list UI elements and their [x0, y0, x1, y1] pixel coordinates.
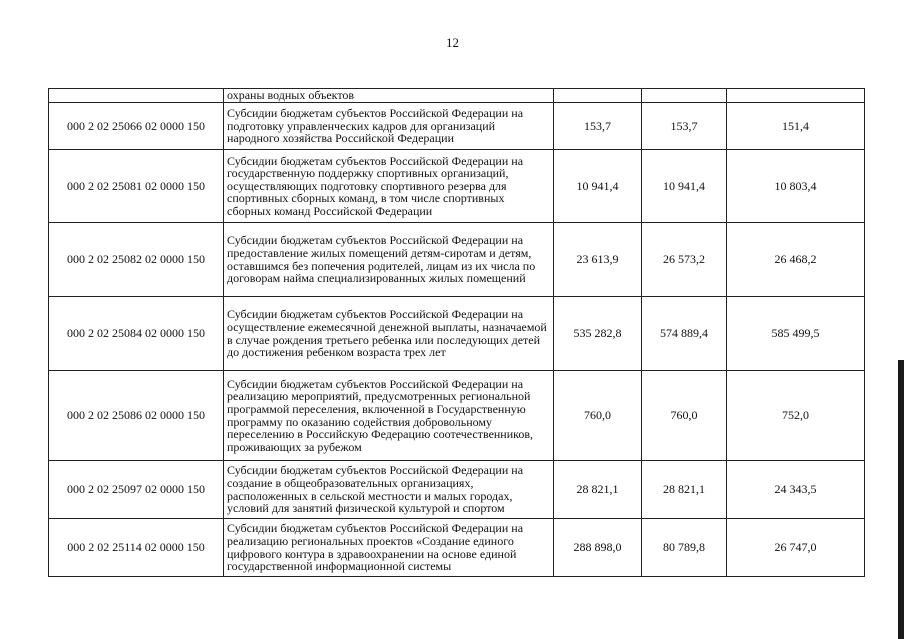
code-cell: 000 2 02 25081 02 0000 150 [49, 150, 224, 223]
value-cell: 151,4 [727, 103, 865, 150]
code-cell: 000 2 02 25084 02 0000 150 [49, 297, 224, 371]
value-cell: 153,7 [642, 103, 727, 150]
value-cell: 585 499,5 [727, 297, 865, 371]
code-cell: 000 2 02 25114 02 0000 150 [49, 519, 224, 577]
value-cell: 28 821,1 [554, 461, 642, 519]
table-row [49, 461, 865, 519]
table-row-fragment [49, 89, 865, 103]
table-row [49, 519, 865, 577]
value-cell: 288 898,0 [554, 519, 642, 577]
page-number: 12 [446, 35, 459, 50]
table-row [49, 297, 865, 371]
budget-table [48, 88, 865, 577]
value-cell: 10 941,4 [554, 150, 642, 223]
page-edge-shadow [898, 360, 904, 639]
value-cell: 760,0 [554, 371, 642, 461]
name-cell: Субсидии бюджетам субъектов Российской Федерации на реализацию региональных проектов «Создание единого цифрового контура в здравоохранении на основе единой государственной информационной системы [224, 519, 554, 577]
name-cell: Субсидии бюджетам субъектов Российской Федерации на создание в общеобразовательных организациях, расположенных в сельской местности и малых городах, условий для занятий физической культурой и спортом [224, 461, 554, 519]
value-cell: 26 747,0 [727, 519, 865, 577]
code-cell [49, 89, 224, 103]
value-cell [727, 89, 865, 103]
value-cell: 10 803,4 [727, 150, 865, 223]
value-cell: 80 789,8 [642, 519, 727, 577]
value-cell: 24 343,5 [727, 461, 865, 519]
value-cell [642, 89, 727, 103]
value-cell: 23 613,9 [554, 223, 642, 297]
name-cell: Субсидии бюджетам субъектов Российской Федерации на предоставление жилых помещений детям-сиротам и детям, оставшимся без попечения родителей, лицам из их числа по договорам найма специализированных жилых помещений [224, 223, 554, 297]
value-cell: 535 282,8 [554, 297, 642, 371]
table-row [49, 223, 865, 297]
name-cell: Субсидии бюджетам субъектов Российской Федерации на подготовку управленческих кадров для организаций народного хозяйства Российской Федерации [224, 103, 554, 150]
code-cell: 000 2 02 25097 02 0000 150 [49, 461, 224, 519]
value-cell [554, 89, 642, 103]
value-cell: 10 941,4 [642, 150, 727, 223]
table-row [49, 103, 865, 150]
code-cell: 000 2 02 25086 02 0000 150 [49, 371, 224, 461]
value-cell: 752,0 [727, 371, 865, 461]
name-cell: охраны водных объектов [224, 89, 554, 103]
value-cell: 28 821,1 [642, 461, 727, 519]
budget-table-body [49, 89, 865, 577]
value-cell: 574 889,4 [642, 297, 727, 371]
value-cell: 26 468,2 [727, 223, 865, 297]
value-cell: 153,7 [554, 103, 642, 150]
name-cell: Субсидии бюджетам субъектов Российской Федерации на государственную поддержку спортивных организаций, осуществляющих подготовку спортивного резерва для спортивных сборных команд, в том числе спортивных сборных команд Российской Федерации [224, 150, 554, 223]
code-cell: 000 2 02 25066 02 0000 150 [49, 103, 224, 150]
table-row [49, 150, 865, 223]
table-row [49, 371, 865, 461]
code-cell: 000 2 02 25082 02 0000 150 [49, 223, 224, 297]
value-cell: 26 573,2 [642, 223, 727, 297]
name-cell: Субсидии бюджетам субъектов Российской Федерации на осуществление ежемесячной денежной выплаты, назначаемой в случае рождения третьего ребенка или последующих детей до достижения ребенком возраста трех лет [224, 297, 554, 371]
value-cell: 760,0 [642, 371, 727, 461]
name-cell: Субсидии бюджетам субъектов Российской Федерации на реализацию мероприятий, предусмотренных региональной программой переселения, включенной в Государственную программу по оказанию содействия добровольному переселению в Российскую Федерацию соотечественников, проживающих за рубежом [224, 371, 554, 461]
